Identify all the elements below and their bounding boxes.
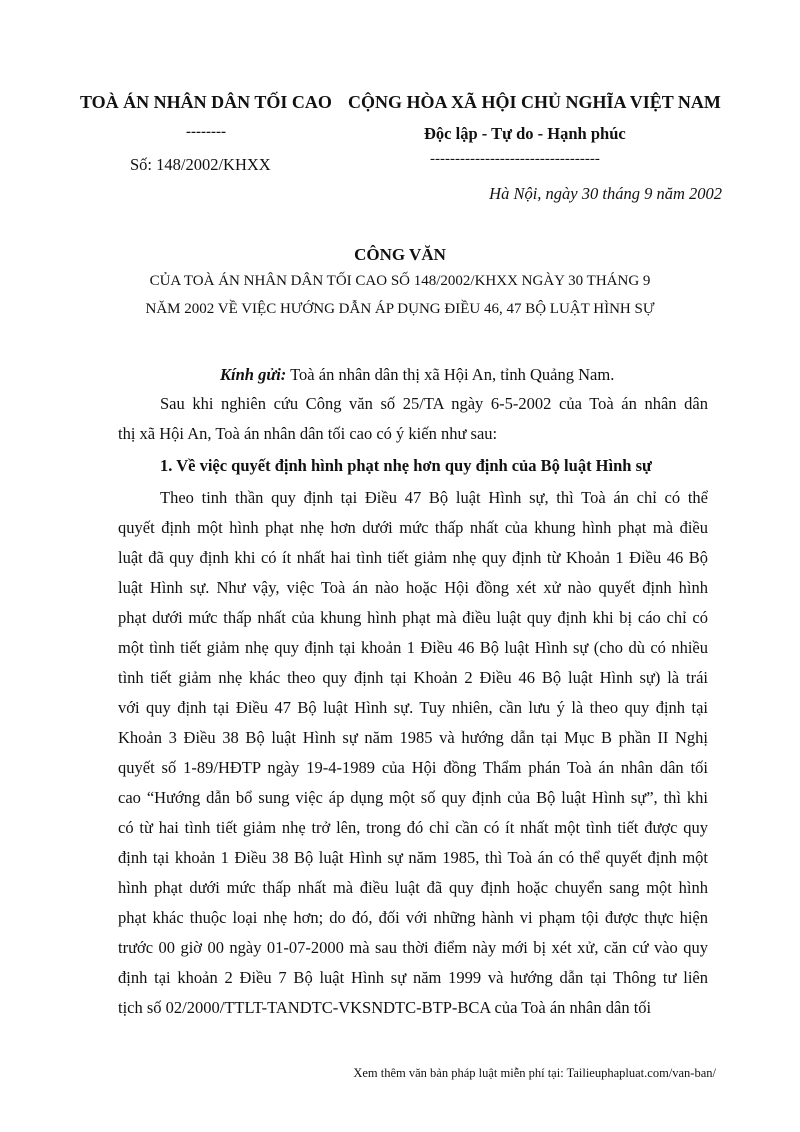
- paragraph-line: hình phạt dưới mức thấp nhất mà điều luật đã quy định hoặc chuyển sang một hình: [118, 878, 708, 897]
- paragraph-line: tịch số 02/2000/TTLT-TANDTC-VKSNDTC-BTP-BCA của Toà án nhân dân tối: [118, 998, 652, 1017]
- paragraph-line: với quy định tại Điều 47 Bộ luật Hình sự. Tuy nhiên, cần lưu ý là theo quy định tại: [118, 698, 708, 717]
- paragraph-line: Sau khi nghiên cứu Công văn số 25/TA ngày 6-5-2002 của Toà án nhân dân: [160, 394, 708, 413]
- paragraph-line: luật Hình sự. Như vậy, việc Toà án nào hoặc Hội đồng xét xử nào quyết định hình: [118, 578, 708, 597]
- national-motto: Độc lập - Tự do - Hạnh phúc: [424, 124, 626, 143]
- paragraph-line: luật đã quy định khi có ít nhất hai tình tiết giảm nhẹ quy định từ Khoản 1 Điều 46 Bộ: [118, 548, 708, 567]
- paragraph-line: định tại khoản 2 Điều 7 Bộ luật Hình sự năm 1999 và hướng dẫn tại Thông tư liên: [118, 968, 708, 987]
- document-number: Số: 148/2002/KHXX: [130, 155, 271, 174]
- paragraph-line: phạt dưới mức thấp nhất của khung hình phạt mà điều luật quy định khi bị cáo chỉ có: [118, 608, 708, 627]
- paragraph-line: quyết định một hình phạt nhẹ hơn dưới mức thấp nhất của khung hình phạt mà điều: [118, 518, 708, 537]
- paragraph-line: có từ hai tình tiết giảm nhẹ trở lên, trong đó chỉ cần có ít nhất một tình tiết được quy: [118, 818, 708, 837]
- document-subtitle-line-2: NĂM 2002 VỀ VIỆC HƯỚNG DẪN ÁP DỤNG ĐIỀU 46, 47 BỘ LUẬT HÌNH SỰ: [145, 301, 655, 317]
- paragraph-line: Theo tinh thần quy định tại Điều 47 Bộ luật Hình sự, thì Toà án chỉ có thể: [160, 488, 708, 507]
- left-divider: --------: [186, 124, 226, 140]
- date-line: Hà Nội, ngày 30 tháng 9 năm 2002: [489, 184, 722, 203]
- national-title: CỘNG HÒA XÃ HỘI CHỦ NGHĨA VIỆT NAM: [348, 92, 721, 112]
- recipient-line: [220, 365, 614, 385]
- right-divider: ----------------------------------: [430, 151, 600, 167]
- paragraph-line: trước 00 giờ 00 ngày 01-07-2000 mà sau thời điểm này mới bị xét xử, căn cứ vào quy: [118, 938, 708, 957]
- paragraph-line: phạt khác thuộc loại nhẹ hơn; do đó, đối với những hành vi phạm tội được thực hiện: [118, 908, 708, 927]
- section-heading: 1. Về việc quyết định hình phạt nhẹ hơn quy định của Bộ luật Hình sự: [160, 456, 652, 475]
- recipient-text: Toà án nhân dân thị xã Hội An, tỉnh Quảng Nam.: [286, 365, 615, 384]
- issuing-agency: TOÀ ÁN NHÂN DÂN TỐI CAO: [80, 92, 332, 112]
- paragraph-line: tình tiết giảm nhẹ khác theo quy định tại Khoản 2 Điều 46 Bộ luật Hình sự) là trái: [118, 668, 708, 687]
- document-title: CÔNG VĂN: [354, 245, 446, 264]
- footer-link-text: Xem thêm văn bản pháp luật miễn phí tại: Tailieuphapluat.com/van-ban/: [353, 1066, 716, 1080]
- paragraph-line: cao “Hướng dẫn bổ sung việc áp dụng một số quy định của Bộ luật Hình sự”, thì khi: [118, 788, 708, 807]
- recipient-label: Kính gửi:: [220, 365, 287, 384]
- paragraph-line: quyết số 1-89/HĐTP ngày 19-4-1989 của Hội đồng Thẩm phán Toà án nhân dân tối: [118, 758, 708, 777]
- paragraph-line: một tình tiết giảm nhẹ quy định tại khoản 1 Điều 46 Bộ luật Hình sự (cho dù có nhiều: [118, 638, 708, 657]
- paragraph-line: thị xã Hội An, Toà án nhân dân tối cao có ý kiến như sau:: [118, 424, 498, 443]
- paragraph-line: Khoản 3 Điều 38 Bộ luật Hình sự năm 1985 và hướng dẫn tại Mục B phần II Nghị: [118, 728, 708, 747]
- paragraph-line: định tại khoản 1 Điều 38 Bộ luật Hình sự năm 1985, thì Toà án có thể quyết định một: [118, 848, 708, 867]
- document-subtitle-line-1: CỦA TOÀ ÁN NHÂN DÂN TỐI CAO SỐ 148/2002/KHXX NGÀY 30 THÁNG 9: [149, 273, 651, 289]
